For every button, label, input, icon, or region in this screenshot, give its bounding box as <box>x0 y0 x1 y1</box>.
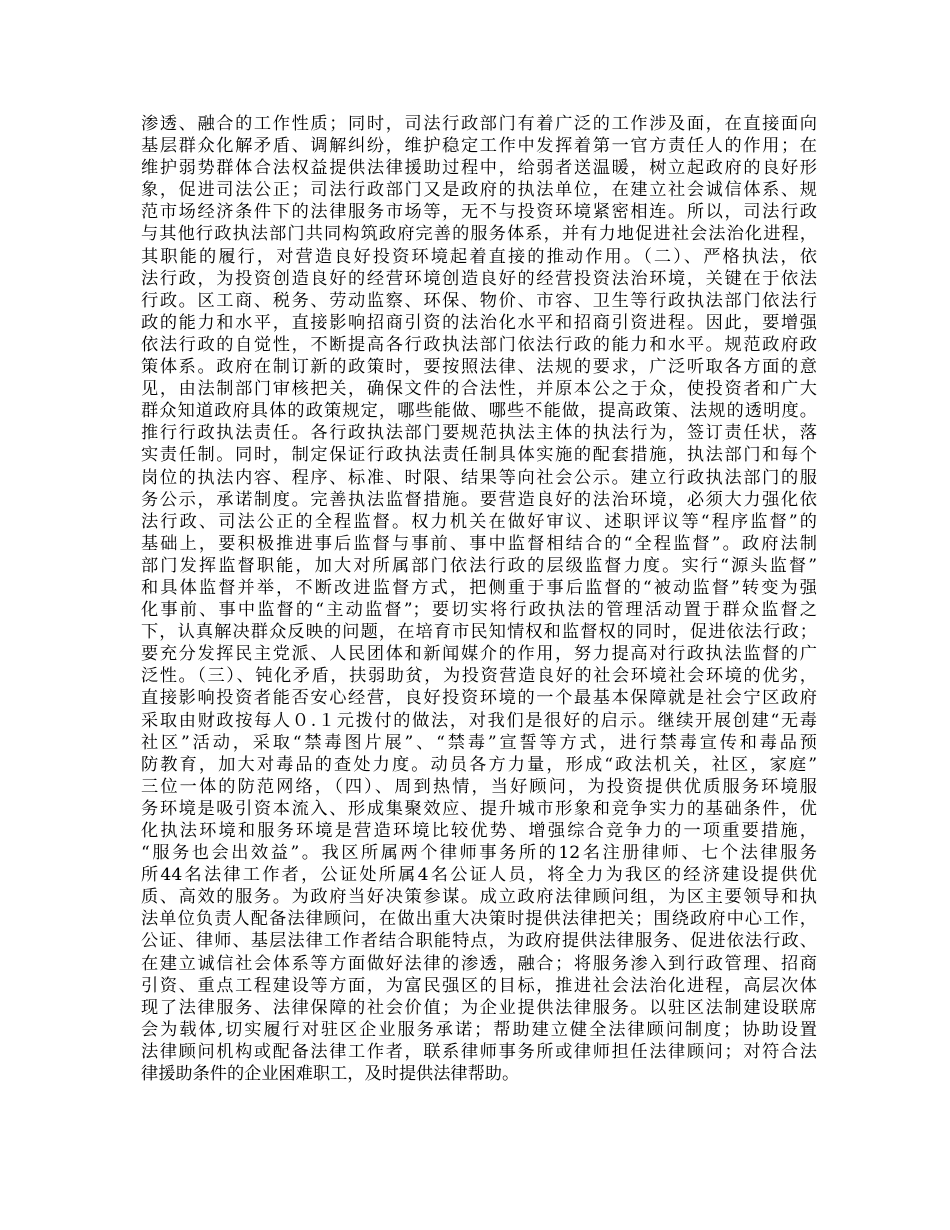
text-line: 岗位的执法内容、程序、标准、时限、结果等向社会公示。建立行政执法部门的服 <box>141 467 817 488</box>
text-line: 律援助条件的企业困难职工，及时提供法律帮助。 <box>141 1064 520 1085</box>
text-line: 策体系。政府在制订新的政策时，要按照法律、法规的要求，广泛听取各方面的意 <box>141 357 817 378</box>
text-line: 质、高效的服务。为政府当好决策参谋。成立政府法律顾问组，为区主要领导和执 <box>141 887 817 908</box>
text-line: 化执法环境和服务环境是营造环境比较优势、增强综合竞争力的一项重要措施， <box>141 821 817 841</box>
text-line: 会为载体,切实履行对驻区企业服务承诺；帮助建立健全法律顾问制度；协助设置 <box>141 1019 817 1040</box>
text-line: 现了法律服务、法律保障的社会价值；为企业提供法律服务。以驻区法制建设联席 <box>141 997 817 1018</box>
text-line: 依法行政的自觉性，不断提高各行政执法部门依法行政的能力和水平。规范政府政 <box>141 334 817 355</box>
text-line: 引资、重点工程建设等方面，为富民强区的目标，推进社会法治化进程，高层次体 <box>141 975 817 996</box>
text-line: 下，认真解决群众反映的问题，在培育市民知情权和监督权的同时，促进依法行政； <box>141 622 817 643</box>
body-text <box>141 113 817 1085</box>
text-line: 维护弱势群体合法权益提供法律援助过程中，给弱者送温暖，树立起政府的良好形 <box>141 158 817 179</box>
text-line: 群众知道政府具体的政策规定，哪些能做、哪些不能做，提高政策、法规的透明度。 <box>141 401 817 422</box>
text-line: “服务也会出效益”。我区所属两个律师事务所的12名注册律师、七个法律服务 <box>141 843 817 864</box>
text-line: 范市场经济条件下的法律服务市场等，无不与投资环境紧密相连。所以，司法行政 <box>141 202 817 223</box>
text-line: 三位一体的防范网络，（四）、周到热情，当好顾问，为投资提供优质服务环境服 <box>141 776 817 797</box>
text-line: 防教育，加大对毒品的查处力度。动员各方力量，形成“政法机关，社区，家庭” <box>141 754 817 775</box>
text-line: 采取由财政按每人０.１元拨付的做法，对我们是很好的启示。继续开展创建“无毒 <box>141 710 817 731</box>
text-line: 泛性。（三）、钝化矛盾，扶弱助贫，为投资营造良好的社会环境社会环境的优劣， <box>141 666 817 687</box>
text-line: 务环境是吸引资本流入、形成集聚效应、提升城市形象和竞争实力的基础条件，优 <box>141 798 817 819</box>
text-line: 基层群众化解矛盾、调解纠纷，维护稳定工作中发挥着第一官方责任人的作用；在 <box>141 136 817 157</box>
text-line: 直接影响投资者能否安心经营，良好投资环境的一个最基本保障就是社会宁区政府 <box>141 688 817 709</box>
text-line: 化事前、事中监督的“主动监督”；要切实将行政执法的管理活动置于群众监督之 <box>141 600 817 621</box>
text-line: 实责任制。同时，制定保证行政执法责任制具体实施的配套措施，执法部门和每个 <box>141 445 817 466</box>
text-line: 象，促进司法公正；司法行政部门又是政府的执法单位，在建立社会诚信体系、规 <box>141 180 817 201</box>
text-line: 要充分发挥民主党派、人民团体和新闻媒介的作用，努力提高对行政执法监督的广 <box>141 644 817 665</box>
text-line: 和具体监督并举，不断改进监督方式，把侧重于事后监督的“被动监督”转变为强 <box>141 577 817 598</box>
text-line: 在建立诚信社会体系等方面做好法律的渗透，融合；将服务渗入到行政管理、招商 <box>141 953 817 974</box>
text-line: 部门发挥监督职能，加大对所属部门依法行政的层级监督力度。实行“源头监督” <box>141 555 817 576</box>
text-line: 见，由法制部门审核把关，确保文件的合法性，并原本公之于众，使投资者和广大 <box>141 379 817 400</box>
text-line: 政的能力和水平，直接影响招商引资的法治化水平和招商引资进程。因此，要增强 <box>141 312 817 333</box>
text-line: 所44名法律工作者，公证处所属4名公证人员，将全力为我区的经济建设提供优 <box>141 865 817 886</box>
text-line: 公证、律师、基层法律工作者结合职能特点，为政府提供法律服务、促进依法行政、 <box>141 931 817 952</box>
text-line: 务公示，承诺制度。完善执法监督措施。要营造良好的法治环境，必须大力强化依 <box>141 489 817 510</box>
text-line: 渗透、融合的工作性质；同时，司法行政部门有着广泛的工作涉及面，在直接面向 <box>141 114 817 134</box>
text-line: 法行政、司法公正的全程监督。权力机关在做好审议、述职评议等“程序监督”的 <box>141 511 817 532</box>
text-line: 社区”活动，采取“禁毒图片展”、“禁毒”宣誓等方式，进行禁毒宣传和毒品预 <box>141 732 817 753</box>
text-line: 基础上，要积极推进事后监督与事前、事中监督相结合的“全程监督”。政府法制 <box>141 533 817 554</box>
text-line: 法行政，为投资创造良好的经营环境创造良好的经营投资法治环境，关键在于依法 <box>141 268 817 289</box>
text-line: 法律顾问机构或配备法律工作者，联系律师事务所或律师担任法律顾问；对符合法 <box>141 1041 817 1062</box>
text-line: 其职能的履行，对营造良好投资环境起着直接的推动作用。（二）、严格执法，依 <box>141 246 817 267</box>
text-line: 与其他行政执法部门共同构筑政府完善的服务体系，并有力地促进社会法治化进程， <box>141 224 817 245</box>
text-line: 法单位负责人配备法律顾问，在做出重大决策时提供法律把关；围绕政府中心工作， <box>141 909 817 930</box>
text-line: 推行行政执法责任。各行政执法部门要规范执法主体的执法行为，签订责任状，落 <box>141 423 817 444</box>
text-line: 行政。区工商、税务、劳动监察、环保、物价、市容、卫生等行政执法部门依法行 <box>141 290 817 311</box>
